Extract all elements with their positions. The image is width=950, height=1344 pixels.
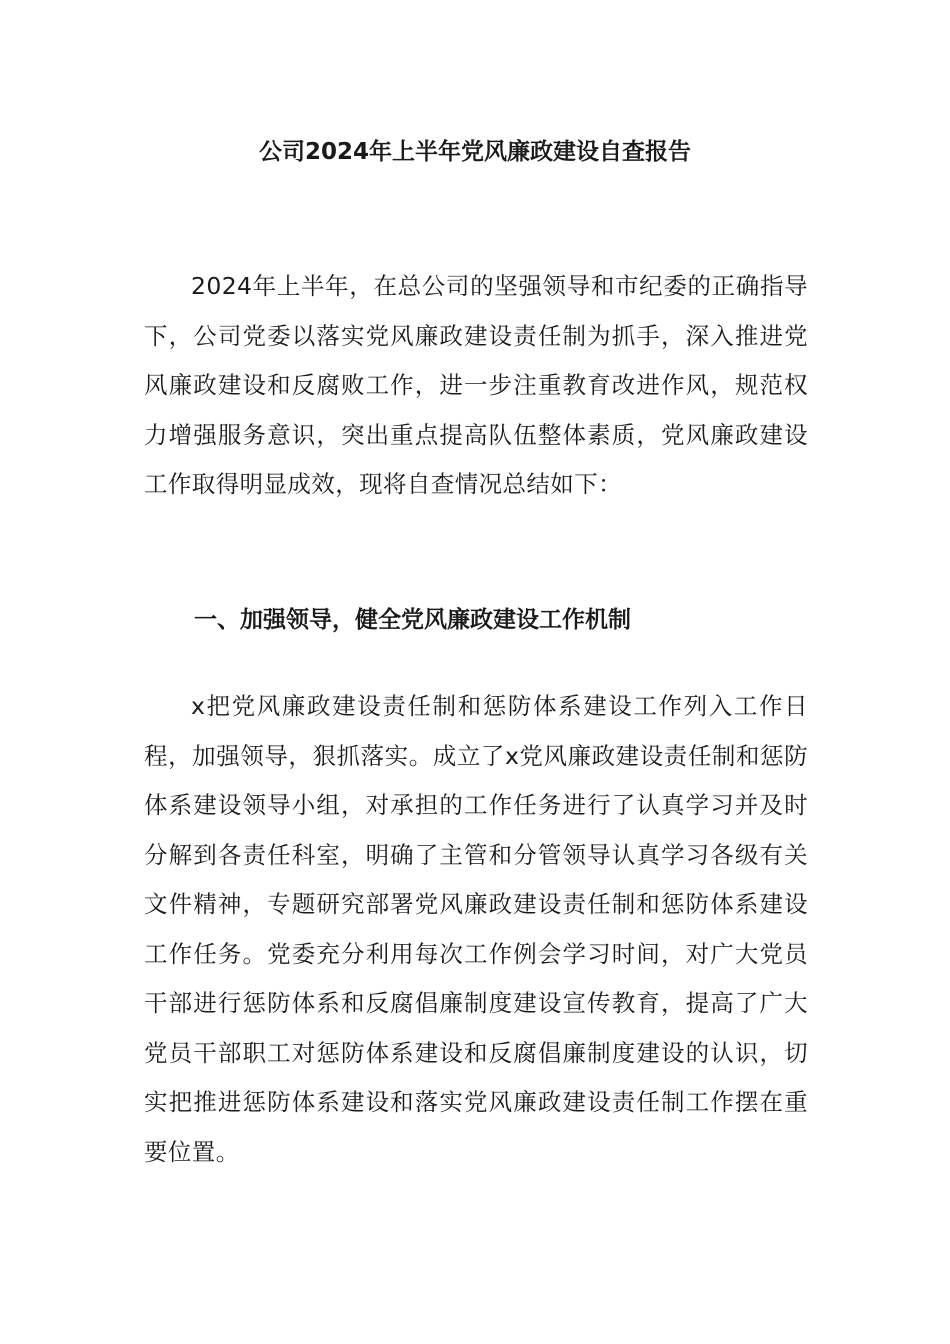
section-1-paragraph: x把党风廉政建设责任制和惩防体系建设工作列入工作日程，加强领导，狠抓落实。成立了x党风廉政建设责任制和惩防体系建设领导小组，对承担的工作任务进行了认真学习并及时分解到各责任科室，明确了主管和分管领导认真学习各级有关文件精神，专题研究部署党风廉政建设责任制和惩防体系建设工作任务。党委充分利用每次工作例会学习时间，对广大党员干部进行惩防体系和反腐倡廉制度建设宣传教育，提高了广大党员干部职工对惩防体系建设和反腐倡廉制度建设的认识，切实把推进惩防体系建设和落实党风廉政建设责任制工作摆在重要位置。 [144,692,808,1166]
section-heading-1: 一、加强领导，健全党风廉政建设工作机制 [194,607,631,633]
document-title: 公司2024年上半年党风廉政建设自查报告 [258,139,691,165]
intro-paragraph: 2024年上半年，在总公司的坚强领导和市纪委的正确指导下，公司党委以落实党风廉政建设责任制为抓手，深入推进党风廉政建设和反腐败工作，进一步注重教育改进作风，规范权力增强服务意识，突出重点提高队伍整体素质，党风廉政建设工作取得明显成效，现将自查情况总结如下： [144,272,808,498]
